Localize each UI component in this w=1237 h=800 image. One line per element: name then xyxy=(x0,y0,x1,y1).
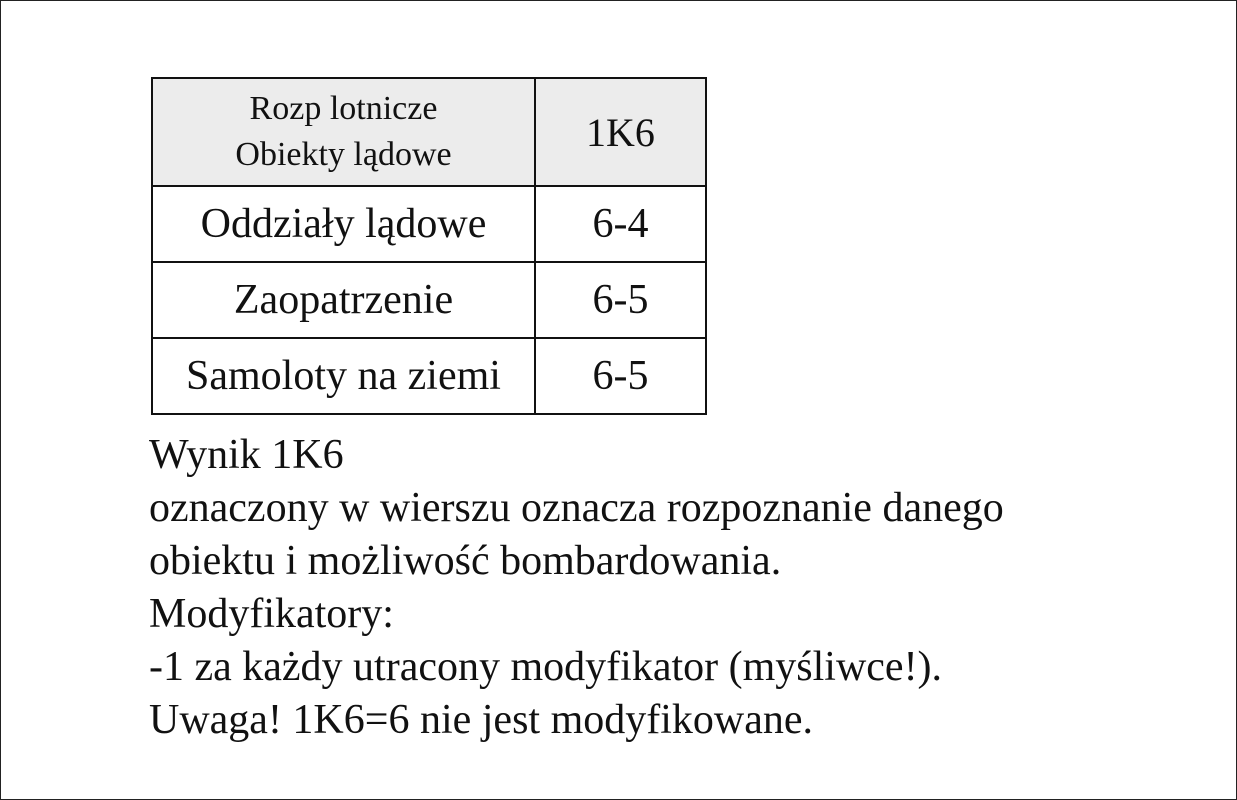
header-dice-cell xyxy=(535,78,706,186)
range-cell: 6-5 xyxy=(535,262,706,338)
header-dice-label: 1K6 xyxy=(586,109,655,155)
table-row xyxy=(152,186,706,262)
result-explanation-line: obiektu i możliwość bombardowania. xyxy=(149,538,782,584)
rules-notes xyxy=(149,429,1004,747)
reconnaissance-table xyxy=(151,77,707,415)
modifiers-heading: Modyfikatory: xyxy=(149,591,394,637)
modifier-line: -1 za każdy utracony modyfikator (myśliwce!). xyxy=(149,644,943,690)
header-label-cell xyxy=(152,78,535,186)
range-cell: 6-5 xyxy=(535,338,706,414)
result-explanation-line: oznaczony w wierszu oznacza rozpoznanie danego xyxy=(149,485,1004,531)
table-header-row xyxy=(152,78,706,186)
table-row xyxy=(152,338,706,414)
table-row xyxy=(152,262,706,338)
header-subtitle: Obiekty lądowe xyxy=(235,136,452,173)
target-cell: Samoloty na ziemi xyxy=(152,338,535,414)
warning-line: Uwaga! 1K6=6 nie jest modyfikowane. xyxy=(149,697,814,743)
range-cell: 6-4 xyxy=(535,186,706,262)
result-heading: Wynik 1K6 xyxy=(149,432,344,478)
header-title: Rozp lotnicze xyxy=(249,90,438,127)
target-cell: Zaopatrzenie xyxy=(152,262,535,338)
target-cell: Oddziały lądowe xyxy=(152,186,535,262)
